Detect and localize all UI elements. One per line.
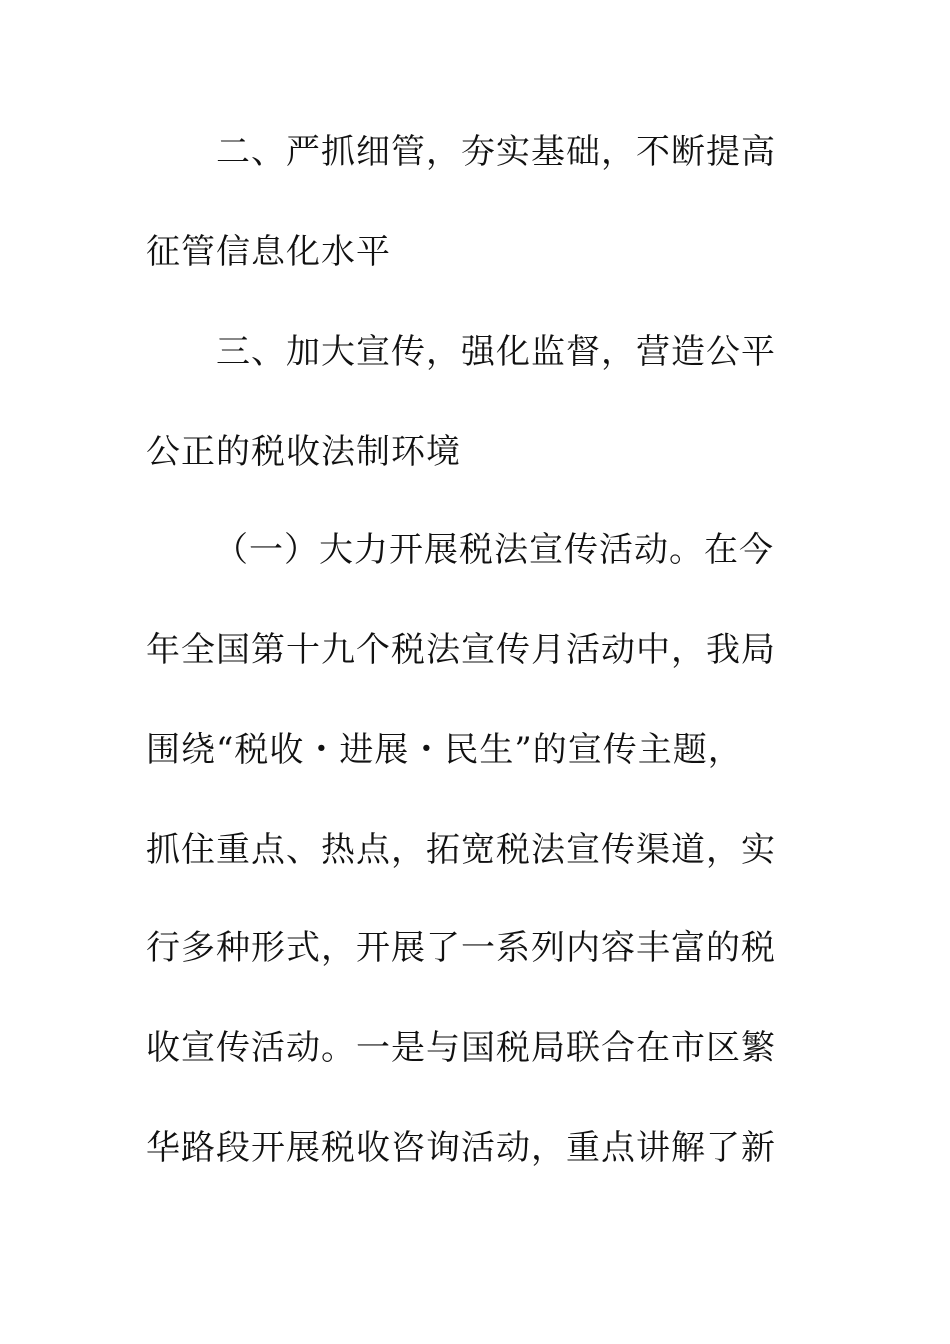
paragraph-line-7: 华路段开展税收咨询活动，重点讲解了新 xyxy=(146,1128,776,1168)
section-heading-2-line-1: 二、严抓细管，夯实基础，不断提高 xyxy=(216,132,776,172)
paragraph-line-2: 年全国第十九个税法宣传月活动中，我局 xyxy=(146,630,776,670)
paragraph-line-6: 收宣传活动。一是与国税局联合在市区繁 xyxy=(146,1028,776,1068)
paragraph-line-4: 抓住重点、热点，拓宽税法宣传渠道，实 xyxy=(146,830,776,870)
paragraph-line-3: 围绕“税收・进展・民生”的宣传主题， xyxy=(146,730,743,770)
section-heading-3-line-2: 公正的税收法制环境 xyxy=(146,432,461,472)
section-heading-2-line-2: 征管信息化水平 xyxy=(146,232,391,272)
section-heading-3-line-1: 三、加大宣传，强化监督，营造公平 xyxy=(216,332,776,372)
paragraph-line-1: （一）大力开展税法宣传活动。在今 xyxy=(214,530,774,570)
paragraph-line-5: 行多种形式，开展了一系列内容丰富的税 xyxy=(146,928,776,968)
